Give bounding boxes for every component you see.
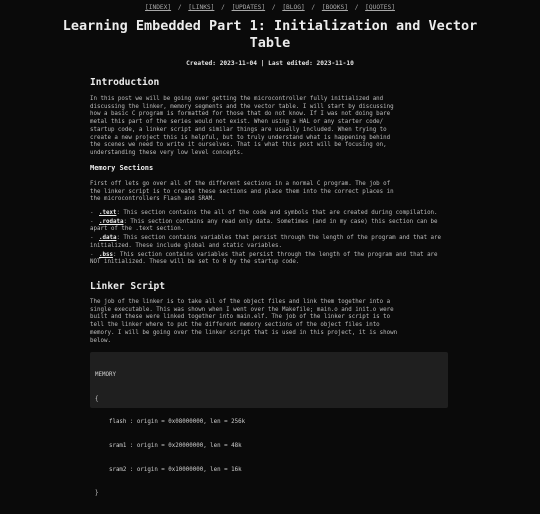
nav-link-blog[interactable]: [BLOG]: [282, 4, 305, 11]
list-item-term: .data: [99, 235, 117, 242]
post-meta: Created: 2023-11-04 | Last edited: 2023-11-10: [186, 60, 354, 67]
list-bullet: -: [90, 235, 94, 242]
code-line: }: [95, 490, 99, 497]
nav-separator: /: [221, 4, 225, 11]
nav-separator: /: [311, 4, 316, 11]
code-line: sram2 : origin = 0x10000000, len = 16k: [95, 466, 242, 473]
code-line: MEMORY: [95, 371, 116, 378]
list-item-description: : This section contains any read only data. Sometimes (and in my case) this section can be apart of the .text section.: [90, 218, 438, 233]
nav-separator: /: [271, 4, 276, 11]
memory-sections-heading: Memory Sections: [90, 164, 154, 172]
linker-script-paragraph: The job of the linker is to take all of the object files and link them together into a single executable. This was shown when I went over the Makefile; main.o and init.o were built and these were linked together into main.elf. The job of the linker script is to tell the linker where to put the different memory sections of the object files into memory. I will be going over the linker script that is used in this project, it is shown below.: [90, 299, 398, 344]
list-item-description: : This section contains the all of the code and symbols that are created during compilation.: [116, 210, 438, 216]
intro-paragraph: In this post we will be going over getting the microcontroller fully initialized and discussing the linker, memory segments and the vector table. I will start by discussing how a basic C program is formatted for those that do not know. If I was not doing bare metal this part of the series would not exist. When using a HAL or any starter code/ startup code, a linker script and similar things are usually included. When trying to create a new project this is helpful, but to truly understand what is happening behind the scenes we need to write it ourselves. That is what this post will be focusing on, understanding these very low level concepts.: [90, 96, 394, 156]
memory-sections-list: [90, 210, 450, 268]
list-bullet: -: [90, 251, 94, 258]
intro-heading: Introduction: [90, 77, 160, 88]
list-item-term: .rodata: [99, 218, 124, 225]
list-item: [90, 235, 450, 250]
top-nav: [0, 4, 540, 11]
list-item-description: : This section contains variables that persist through the length of the program and that are NOT initialized. These will be set to 0 by the startup code.: [90, 251, 438, 266]
nav-separator: /: [177, 4, 182, 11]
nav-link-updates[interactable]: [UPDATES]: [231, 4, 266, 11]
list-item-term: .bss: [99, 251, 113, 258]
code-line: sram1 : origin = 0x20000000, len = 48k: [95, 442, 242, 449]
linker-script-heading: Linker Script: [90, 281, 166, 292]
nav-link-links[interactable]: [LINKS]: [188, 4, 215, 11]
list-bullet: -: [90, 218, 94, 225]
list-item: [90, 210, 450, 218]
nav-link-quotes[interactable]: [QUOTES]: [365, 4, 395, 11]
nav-link-index[interactable]: [INDEX]: [145, 4, 172, 11]
list-item: [90, 252, 450, 267]
code-line: {: [95, 395, 99, 402]
post-title: Learning Embedded Part 1: Initialization and Vector Table: [62, 18, 478, 51]
list-item-term: .text: [99, 210, 117, 216]
list-item: [90, 219, 450, 234]
code-block: [90, 352, 448, 497]
code-line: flash : origin = 0x08000000, len = 256k: [95, 419, 246, 426]
nav-link-books[interactable]: [BOOKS]: [321, 4, 348, 11]
list-item-description: : This section contains variables that persist through the length of the program and that are initialized. These include global and static variables.: [90, 235, 442, 249]
nav-separator: /: [354, 4, 359, 11]
memory-sections-paragraph: First off lets go over all of the different sections in a normal C program. The job of the linker script is to create these sections and place them into the correct places in the microcontrollers Flash and SRAM.: [90, 181, 394, 203]
list-bullet: -: [90, 210, 94, 216]
